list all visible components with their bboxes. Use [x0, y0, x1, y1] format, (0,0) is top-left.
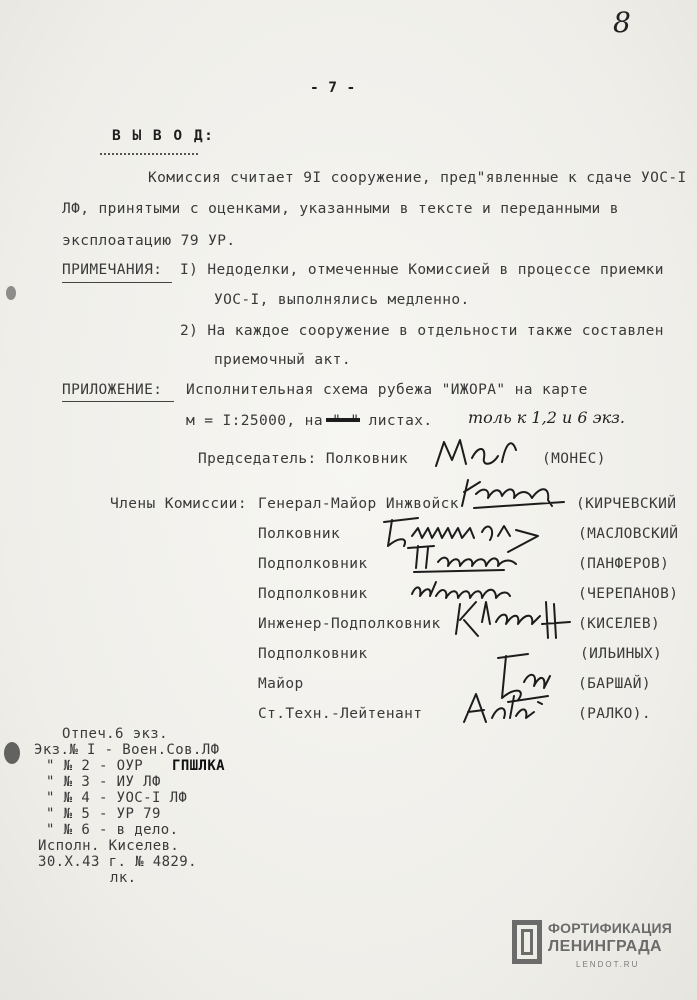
member-signature-5	[446, 594, 576, 644]
handwritten-page-number: 8	[613, 6, 631, 39]
member-name-2: (МАСЛОВСКИЙ	[578, 526, 679, 542]
member-name-6: (ИЛЬИНЫХ)	[580, 646, 663, 662]
conclusion-heading: В Ы В О Д:	[112, 128, 215, 144]
logo-line-1: ФОРТИФИКАЦИЯ	[548, 920, 673, 936]
distribution-line-5: " № 4 - УОС-I ЛФ	[46, 790, 188, 806]
appendix-inked-blank	[326, 418, 360, 422]
appendix-label: ПРИЛОЖЕНИЕ:	[62, 382, 163, 398]
member-name-1: (КИРЧЕВСКИЙ	[576, 496, 677, 512]
member-name-4: (ЧЕРЕПАНОВ)	[578, 586, 679, 602]
member-name-5: (КИСЕЛЕВ)	[578, 616, 661, 632]
distribution-line-9: 30.X.43 г. № 4829.	[38, 854, 197, 870]
lendot-logo	[512, 918, 672, 978]
member-rank-2: Полковник	[258, 526, 341, 542]
member-rank-5: Инженер-Подполковник	[258, 616, 441, 632]
member-rank-3: Подполковник	[258, 556, 368, 572]
conclusion-line-1: Комиссия считает 9I сооружение, пред"явленные к сдаче УОС-I	[148, 170, 687, 186]
distribution-stamp: ГПШЛКА	[172, 758, 225, 774]
notes-label: ПРИМЕЧАНИЯ:	[62, 262, 163, 278]
member-rank-6: Подполковник	[258, 646, 368, 662]
member-name-8: (РАЛКО).	[578, 706, 652, 722]
notes-item-2-line-1: 2) На каждое сооружение в отдельности также составлен	[180, 323, 664, 339]
conclusion-line-3: эксплоатацию 79 УР.	[62, 233, 236, 249]
heading-underline	[100, 153, 198, 155]
distribution-line-7: " № 6 - в дело.	[46, 822, 179, 838]
appendix-line-1: Исполнительная схема рубежа "ИЖОРА" на карте	[186, 382, 588, 398]
binding-hole-mark	[6, 286, 16, 300]
notes-item-1-line-1: I) Недоделки, отмеченные Комиссией в процессе приемки	[180, 262, 664, 278]
notes-item-2-line-2: приемочный акт.	[214, 352, 351, 368]
member-signature-8	[458, 688, 548, 728]
distribution-line-1: Отпеч.6 экз.	[62, 726, 168, 742]
logo-line-3: LENDOT.RU	[576, 960, 640, 969]
appendix-handwritten-note: толь к 1,2 и 6 экз.	[468, 408, 625, 427]
logo-mark-icon	[512, 920, 542, 964]
member-signature-3	[404, 540, 524, 576]
distribution-line-10: лк.	[110, 870, 137, 886]
distribution-line-2: Экз.№ I - Воен.Сов.ЛФ	[34, 742, 220, 758]
distribution-line-4: " № 3 - ИУ ЛФ	[46, 774, 161, 790]
appendix-label-underline	[62, 401, 174, 402]
chairman-name: (МОНЕС)	[542, 451, 606, 467]
member-rank-8: Ст.Техн.-Лейтенант	[258, 706, 423, 722]
member-rank-1: Генерал-Майор Инжвойск	[258, 496, 459, 512]
distribution-line-6: " № 5 - УР 79	[46, 806, 161, 822]
appendix-line-2: м = I:25000, на " " листах.	[186, 413, 433, 429]
conclusion-line-2: ЛФ, принятыми с оценками, указанными в тексте и переданными в	[62, 201, 619, 217]
members-label: Члены Комиссии:	[110, 496, 247, 512]
member-name-7: (БАРШАЙ)	[578, 676, 652, 692]
notes-item-1-line-2: УОС-I, выполнялись медленно.	[214, 292, 470, 308]
member-rank-7: Майор	[258, 676, 304, 692]
logo-line-2: ЛЕНИНГРАДА	[548, 938, 662, 955]
typed-page-number: - 7 -	[310, 80, 356, 96]
member-rank-4: Подполковник	[258, 586, 368, 602]
chairman-signature	[432, 432, 522, 472]
distribution-line-3: " № 2 - ОУР	[46, 758, 144, 774]
member-name-3: (ПАНФЕРОВ)	[578, 556, 670, 572]
notes-label-underline	[62, 282, 172, 283]
distribution-line-8: Исполн. Киселев.	[38, 838, 180, 854]
chairman-title: Председатель: Полковник	[198, 451, 408, 467]
binding-clip-mark	[4, 742, 20, 764]
